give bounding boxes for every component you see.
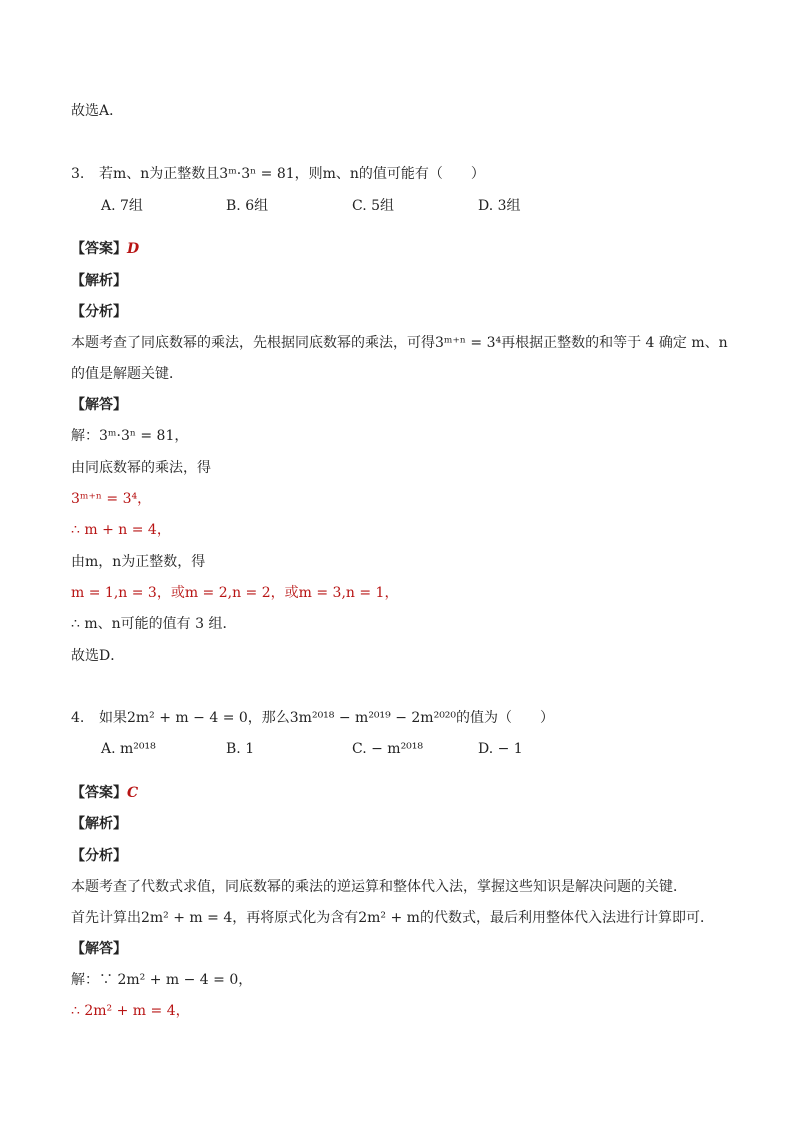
q3-step-3: 3ᵐ⁺ⁿ = 3⁴， <box>71 491 152 507</box>
q3-step-5: 由m，n为正整数，得 <box>71 554 206 570</box>
q3-number: 3. <box>71 166 85 182</box>
q4-step-1: 解：∵ 2m² + m − 4 = 0， <box>71 972 253 988</box>
q3-option-b[interactable]: B. 6组 <box>226 198 269 214</box>
q3-answer-value: D <box>127 241 140 257</box>
q3-step-7: ∴ m、n可能的值有 3 组． <box>71 616 237 632</box>
q4-option-c[interactable]: C. − m²⁰¹⁸ <box>352 741 424 757</box>
q4-jieda-label: 【解答】 <box>71 941 127 957</box>
q4-answer-label: 【答案】C <box>71 785 139 801</box>
q3-option-d[interactable]: D. 3组 <box>478 198 521 214</box>
q3-option-c[interactable]: C. 5组 <box>352 198 395 214</box>
q4-answer-value: C <box>127 785 139 801</box>
q4-option-d[interactable]: D. − 1 <box>478 741 523 757</box>
q3-step-1: 解：3ᵐ·3ⁿ = 81， <box>71 428 189 444</box>
q4-fenxi-text-1: 本题考查了代数式求值，同底数幂的乘法的逆运算和整体代入法，掌握这些知识是解决问题的关键． <box>71 879 687 895</box>
q3-step-8: 故选D． <box>71 648 125 664</box>
q4-fenxi-text-2: 首先计算出2m² + m = 4，再将原式化为含有2m² + m的代数式，最后利用整体代入法进行计算即可． <box>71 910 714 926</box>
q3-fenxi-label: 【分析】 <box>71 304 127 320</box>
q3-step-6: m = 1,n = 3，或m = 2,n = 2，或m = 3,n = 1， <box>71 585 399 601</box>
prev-answer-line: 故选A． <box>71 103 124 119</box>
q4-number: 4. <box>71 710 85 726</box>
q4-option-b[interactable]: B. 1 <box>226 741 255 757</box>
q3-fenxi-text-1: 本题考查了同底数幂的乘法，先根据同底数幂的乘法，可得3ᵐ⁺ⁿ = 3⁴再根据正整数的和等于 4 确定 m、n <box>71 335 728 351</box>
q3-stem: 若m、n为正整数且3ᵐ·3ⁿ = 81，则m、n的值可能有（ ） <box>99 166 485 182</box>
q4-analysis-label: 【解析】 <box>71 816 127 832</box>
q4-step-2: ∴ 2m² + m = 4， <box>71 1003 190 1019</box>
q3-step-4: ∴ m + n = 4， <box>71 522 171 538</box>
q3-answer-label: 【答案】D <box>71 241 140 257</box>
q3-analysis-label: 【解析】 <box>71 273 127 289</box>
q4-option-a[interactable]: A. m²⁰¹⁸ <box>101 741 156 757</box>
q4-fenxi-label: 【分析】 <box>71 848 127 864</box>
q3-fenxi-text-2: 的值是解题关键． <box>71 366 183 382</box>
q3-step-2: 由同底数幂的乘法，得 <box>71 460 211 476</box>
q3-jieda-label: 【解答】 <box>71 397 127 413</box>
q3-option-a[interactable]: A. 7组 <box>101 198 143 214</box>
q4-stem: 如果2m² + m − 4 = 0，那么3m²⁰¹⁸ − m²⁰¹⁹ − 2m²⁰²⁰的值为（ ） <box>99 710 555 726</box>
